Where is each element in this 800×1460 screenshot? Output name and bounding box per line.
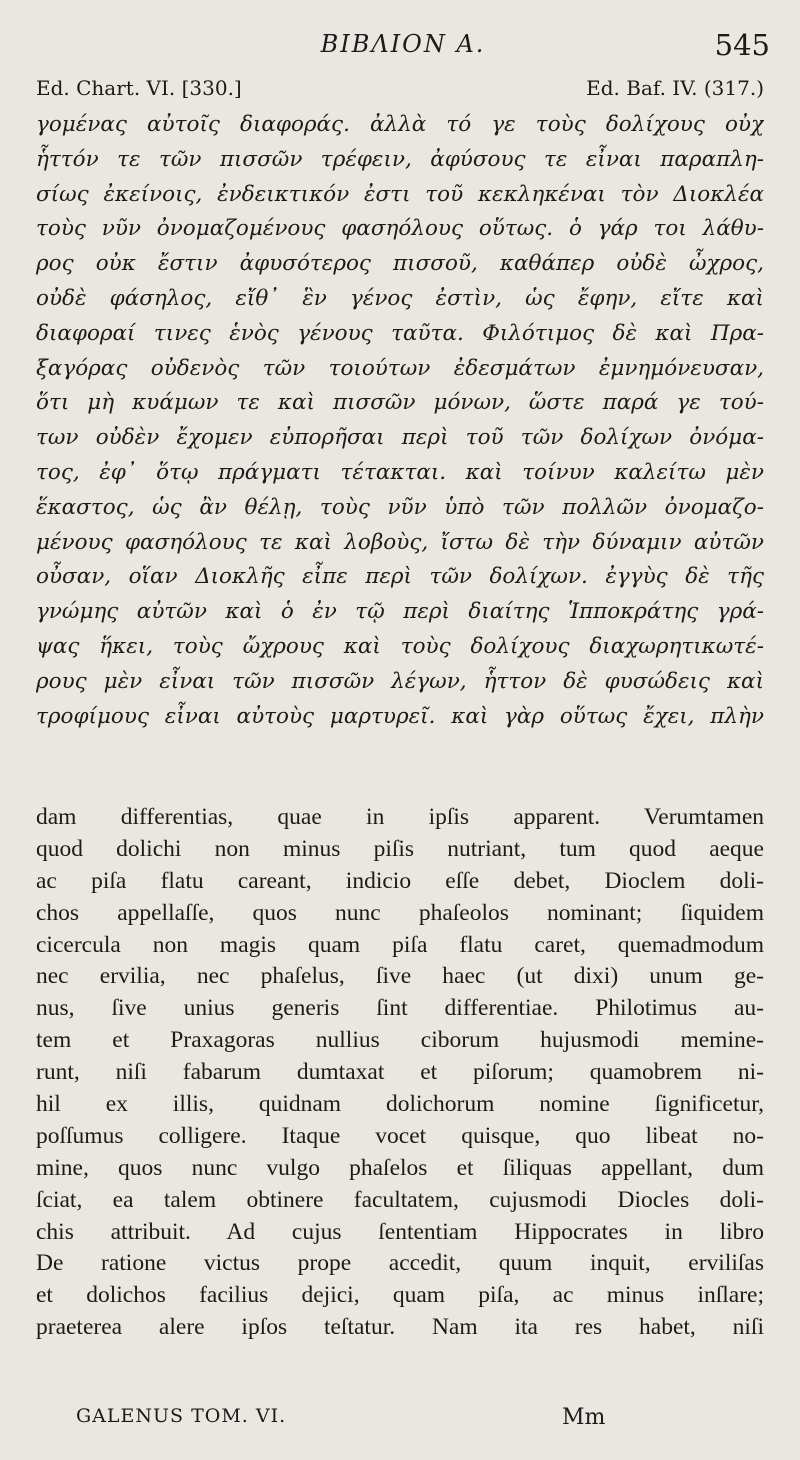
latin-line: De ratione victus prope accedit, quum inquit, erviliſas xyxy=(36,1250,764,1277)
latin-line: mine, quos nunc vulgo phaſelos et ſiliquas appellant, dum xyxy=(36,1154,764,1181)
greek-line: ψας ἥκει, τοὺς ὤχρους καὶ τοὺς δολίχους διαχωρητικωτέ- xyxy=(36,633,764,659)
greek-line: μένους φασηόλους τε καὶ λοβοὺς, ἴστω δὲ τὴν δύναμιν αὐτῶν xyxy=(36,529,764,555)
latin-line: ac piſa flatu careant, indicio eſſe debet, Dioclem doli- xyxy=(36,867,764,894)
greek-line: ξαγόρας οὐδενὸς τῶν τοιούτων ἐδεσμάτων ἐμνημόνευσαν, xyxy=(36,355,764,381)
latin-line: nec ervilia, nec phaſelus, ſive haec (ut dixi) unum ge- xyxy=(36,963,764,990)
greek-line: ἧττόν τε τῶν πισσῶν τρέφειν, ἀφύσους τε εἶναι παραπλη- xyxy=(36,146,764,172)
latin-line: et dolichos facilius dejici, quam piſa, ac minus inſlare; xyxy=(36,1282,764,1309)
latin-line: chis attribuit. Ad cujus ſententiam Hippocrates in libro xyxy=(36,1218,764,1245)
edition-chartier-ref: Ed. Chart. VI. [330.] xyxy=(36,76,242,100)
latin-text-block xyxy=(36,802,764,1344)
signature-mark: Mm xyxy=(562,1405,606,1430)
edition-references xyxy=(36,76,764,106)
greek-line: ρους μὲν εἶναι τῶν πισσῶν λέγων, ἧττον δὲ φυσώδεις καὶ xyxy=(36,668,764,694)
latin-line: poſſumus colligere. Itaque vocet quisque, quo libeat no- xyxy=(36,1122,764,1149)
greek-line: τοὺς νῦν ὀνομαζομένους φασηόλους οὕτως. ὁ γάρ τοι λάθυ- xyxy=(36,216,764,242)
latin-line: chos appellaſſe, quos nunc phaſeolos nominant; ſiquidem xyxy=(36,899,764,926)
latin-line: tem et Praxagoras nullius ciborum hujusmodi memine- xyxy=(36,1027,764,1054)
latin-line: hil ex illis, quidnam dolichorum nomine ſignificetur, xyxy=(36,1091,764,1118)
page-number: 545 xyxy=(714,28,770,62)
greek-line: των οὐδὲν ἔχομεν εὐπορῆσαι περὶ τοῦ τῶν δολίχων ὀνόμα- xyxy=(36,425,764,451)
latin-line: runt, niſi fabarum dumtaxat et piſorum; quamobrem ni- xyxy=(36,1059,764,1086)
greek-line: διαφοραί τινες ἑνὸς γένους ταῦτα. Φιλότιμος δὲ καὶ Πρα- xyxy=(36,320,764,346)
greek-line: γομένας αὐτοῖς διαφοράς. ἀλλὰ τό γε τοὺς δολίχους οὐχ xyxy=(36,112,764,137)
greek-line: οὖσαν, οἵαν Διοκλῆς εἶπε περὶ τῶν δολίχων. ἐγγὺς δὲ τῆς xyxy=(36,564,764,590)
greek-line: ἕκαστος, ὡς ἂν θέλῃ, τοὺς νῦν ὑπὸ τῶν πολλῶν ὀνομαζο- xyxy=(36,494,764,520)
greek-line: γνώμης αὐτῶν καὶ ὁ ἐν τῷ περὶ διαίτης Ἱπποκράτης γρά- xyxy=(36,599,764,625)
greek-line: τροφίμους εἶναι αὐτοὺς μαρτυρεῖ. καὶ γὰρ οὕτως ἔχει, πλὴν xyxy=(36,703,764,729)
greek-line: ρος οὐκ ἔστιν ἀφυσότερος πισσοῦ, καθάπερ οὐδὲ ὦχρος, xyxy=(36,251,764,277)
book-title: ΒΙΒΛΙΟΝ Α. xyxy=(320,30,486,58)
greek-line: σίως ἐκείνοις, ἐνδεικτικόν ἐστι τοῦ κεκληκέναι τὸν Διοκλέα xyxy=(36,181,764,207)
edition-basel-ref: Ed. Baf. IV. (317.) xyxy=(586,76,764,100)
latin-line: cicercula non magis quam piſa flatu caret, quemadmodum xyxy=(36,931,764,958)
latin-line: praeterea alere ipſos teſtatur. Nam ita res habet, niſi xyxy=(36,1314,764,1341)
page-footer xyxy=(76,1405,764,1431)
latin-line: nus, ſive unius generis ſint differentiae. Philotimus au- xyxy=(36,995,764,1022)
latin-line: dam differentias, quae in ipſis apparent. Verumtamen xyxy=(36,804,764,830)
latin-line: ſciat, ea talem obtinere facultatem, cujusmodi Diocles doli- xyxy=(36,1186,764,1213)
greek-line: τος, ἐφ᾽ ὅτῳ πράγματι τέτακται. καὶ τοίνυν καλείτω μὲν xyxy=(36,459,764,485)
greek-line: ὅτι μὴ κυάμων τε καὶ πισσῶν μόνων, ὥστε παρά γε τού- xyxy=(36,390,764,416)
latin-line: quod dolichi non minus piſis nutriant, tum quod aeque xyxy=(36,835,764,862)
greek-text-block xyxy=(36,108,764,734)
running-head xyxy=(36,30,770,66)
signature-text: GALENUS TOM. VI. xyxy=(76,1405,287,1427)
greek-line: οὐδὲ φάσηλος, εἴθ᾽ ἓν γένος ἐστὶν, ὡς ἔφην, εἴτε καὶ xyxy=(36,285,764,311)
